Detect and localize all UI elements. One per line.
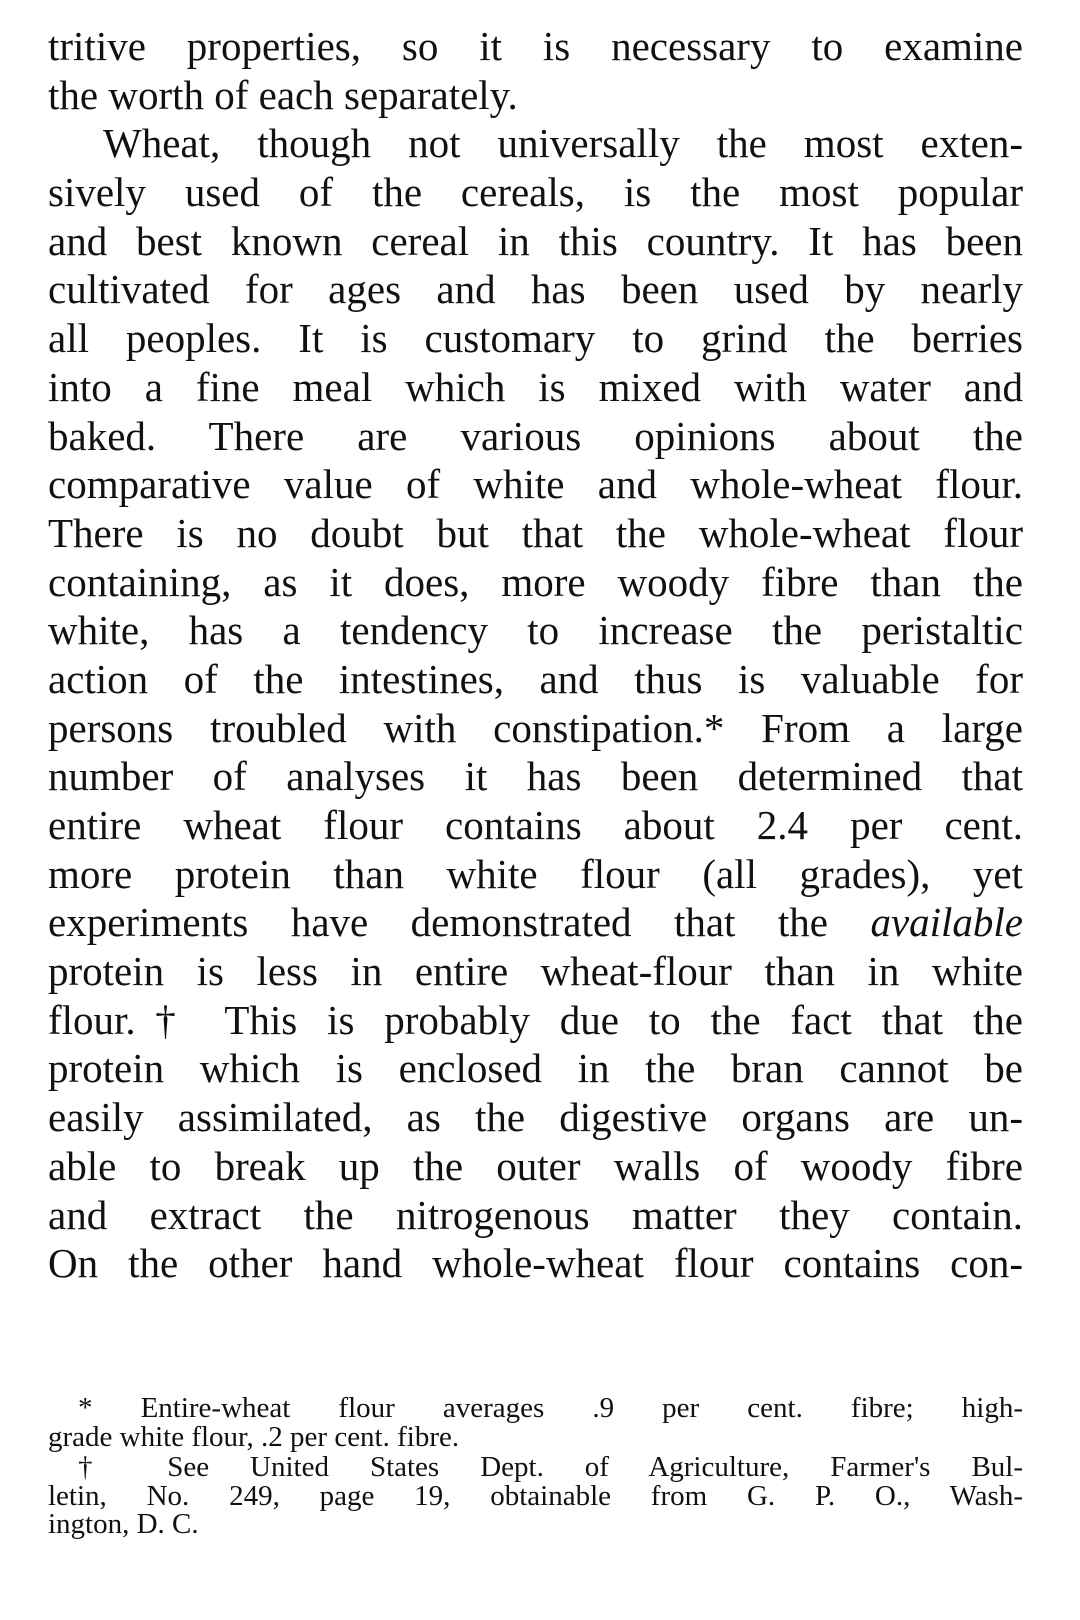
emphasized-word: available <box>870 899 1024 946</box>
footnote-line: † See United States Dept. of Agriculture, Farmer's Bul- <box>78 1451 1023 1483</box>
text-line: sively used of the cereals, is the most popular <box>48 169 1023 216</box>
text-line: white, has a tendency to increase the peristaltic <box>48 607 1023 654</box>
text-line: entire wheat flour contains about 2.4 per cent. <box>48 802 1023 848</box>
text-line: baked. There are various opinions about the <box>48 412 1023 459</box>
text-line: containing, as it does, more woody fibre than the <box>48 558 1023 605</box>
text-line: cultivated for ages and has been used by nearly <box>48 266 1023 313</box>
text-line: the worth of each separately. <box>48 71 518 118</box>
body-text <box>48 22 1023 1288</box>
text-segment: experiments have demonstrated that the <box>48 899 828 946</box>
text-line: number of analyses it has been determined that <box>48 753 1023 800</box>
text-line: There is no doubt but that the whole-wheat flour <box>48 509 1023 556</box>
text-line: more protein than white flour (all grades), yet <box>48 850 1023 897</box>
text-line: On the other hand whole-wheat flour contains con- <box>48 1240 1023 1287</box>
text-line: flour.† This is probably due to the fact that the <box>48 996 1023 1043</box>
text-line: action of the intestines, and thus is valuable for <box>48 655 1023 702</box>
text-line: easily assimilated, as the digestive organs are un- <box>48 1094 1023 1141</box>
text-line: into a fine meal which is mixed with water and <box>48 363 1023 410</box>
text-line: tritive properties, so it is necessary to examine <box>48 23 1023 69</box>
text-line: able to break up the outer walls of woody fibre <box>48 1142 1023 1189</box>
text-line: comparative value of white and whole-wheat flour. <box>48 461 1023 508</box>
text-line-with-emphasis <box>48 898 1023 947</box>
text-line: all peoples. It is customary to grind the berries <box>48 315 1023 362</box>
footnotes <box>48 1394 1023 1539</box>
text-line: protein is less in entire wheat-flour than in white <box>48 948 1023 995</box>
footnote-line: letin, No. 249, page 19, obtainable from G. P. O., Wash- <box>48 1479 1023 1512</box>
text-line: and best known cereal in this country. It has been <box>48 217 1023 264</box>
text-line: and extract the nitrogenous matter they contain. <box>48 1191 1023 1238</box>
footnote-line: ington, D. C. <box>48 1508 199 1540</box>
text-line: Wheat, though not universally the most exten- <box>103 120 1023 167</box>
footnote-line: grade white flour, .2 per cent. fibre. <box>48 1420 460 1453</box>
text-line: persons troubled with constipation.* From a large <box>48 704 1023 751</box>
footnote-line: * Entire-wheat flour averages .9 per cent. fibre; high- <box>78 1392 1023 1424</box>
text-line: protein which is enclosed in the bran cannot be <box>48 1045 1023 1092</box>
